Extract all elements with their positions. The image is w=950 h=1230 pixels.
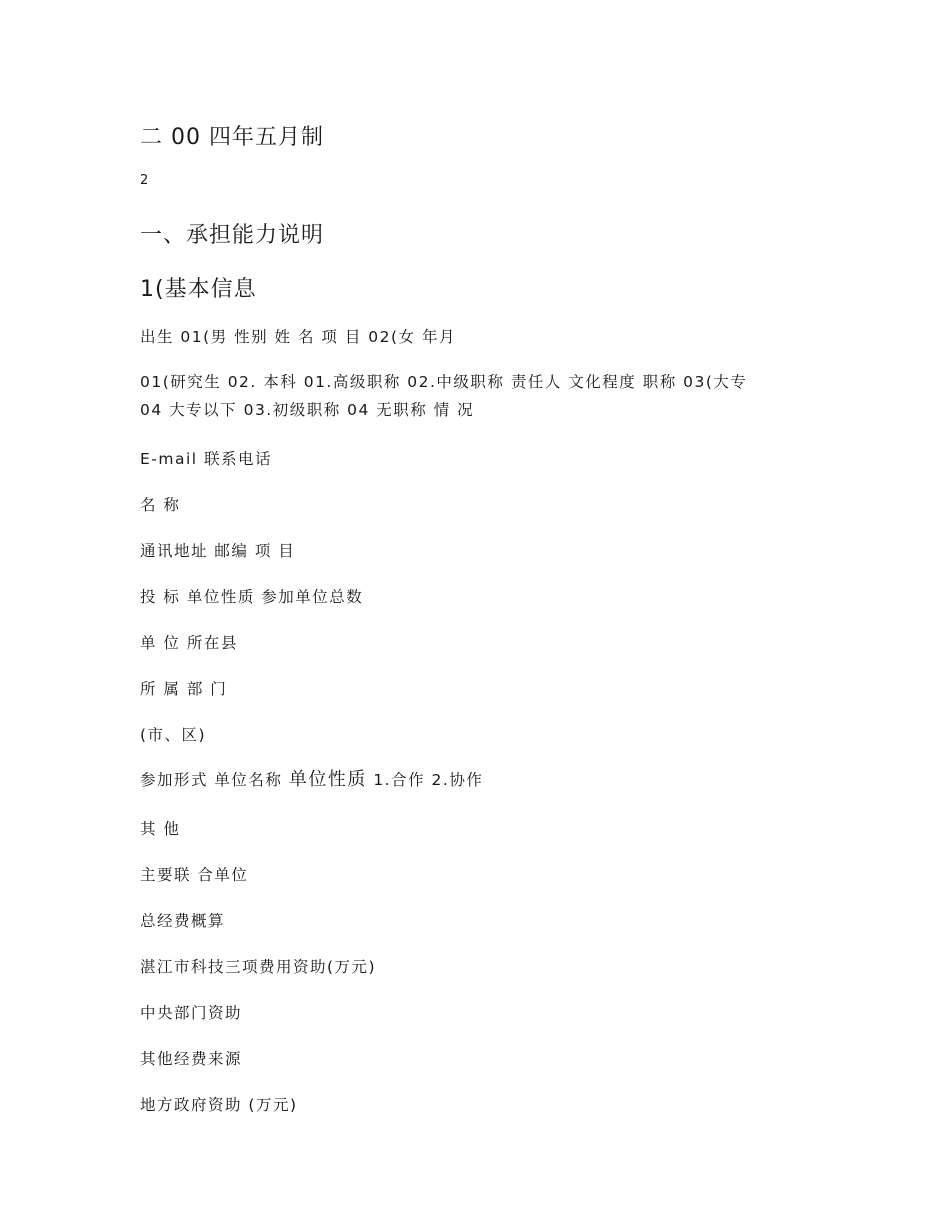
text-line: 主要联 合单位 [140, 866, 249, 884]
text-line: 其 他 [140, 820, 181, 838]
text-line: 单 位 所在县 [140, 634, 238, 652]
text-line: 湛江市科技三项费用资助(万元) [140, 958, 377, 976]
text-line: 01(研究生 02. 本科 01.高级职称 02.中级职称 责任人 文化程度 职称 03(大专 [140, 373, 748, 391]
text-line: 地方政府资助 (万元) [140, 1096, 298, 1114]
text-block-education [140, 368, 747, 424]
participation-options: 1.合作 2.协作 [373, 771, 484, 789]
text-line: 通讯地址 邮编 项 目 [140, 542, 296, 560]
text-line: E-mail 联系电话 [140, 450, 273, 468]
text-line: 名 称 [140, 496, 181, 514]
date-line: 二 00 四年五月制 [140, 125, 324, 150]
unit-nature-label: 单位性质 [288, 769, 367, 790]
text-line: 投 标 单位性质 参加单位总数 [140, 588, 364, 606]
participation-line [140, 765, 483, 791]
text-line: 出生 01(男 性别 姓 名 项 目 02(女 年月 [140, 328, 456, 346]
text-line: (市、区) [140, 726, 207, 744]
text-line: 其他经费来源 [140, 1050, 243, 1068]
text-line: 总经费概算 [140, 912, 226, 930]
page-number: 2 [140, 173, 150, 188]
subsection-title: 1(基本信息 [140, 277, 257, 302]
text-line: 所 属 部 门 [140, 680, 228, 698]
participation-label: 参加形式 单位名称 [140, 771, 283, 789]
section-title: 一、承担能力说明 [140, 223, 325, 248]
text-line: 04 大专以下 03.初级职称 04 无职称 情 况 [140, 401, 475, 419]
text-line: 中央部门资助 [140, 1004, 243, 1022]
